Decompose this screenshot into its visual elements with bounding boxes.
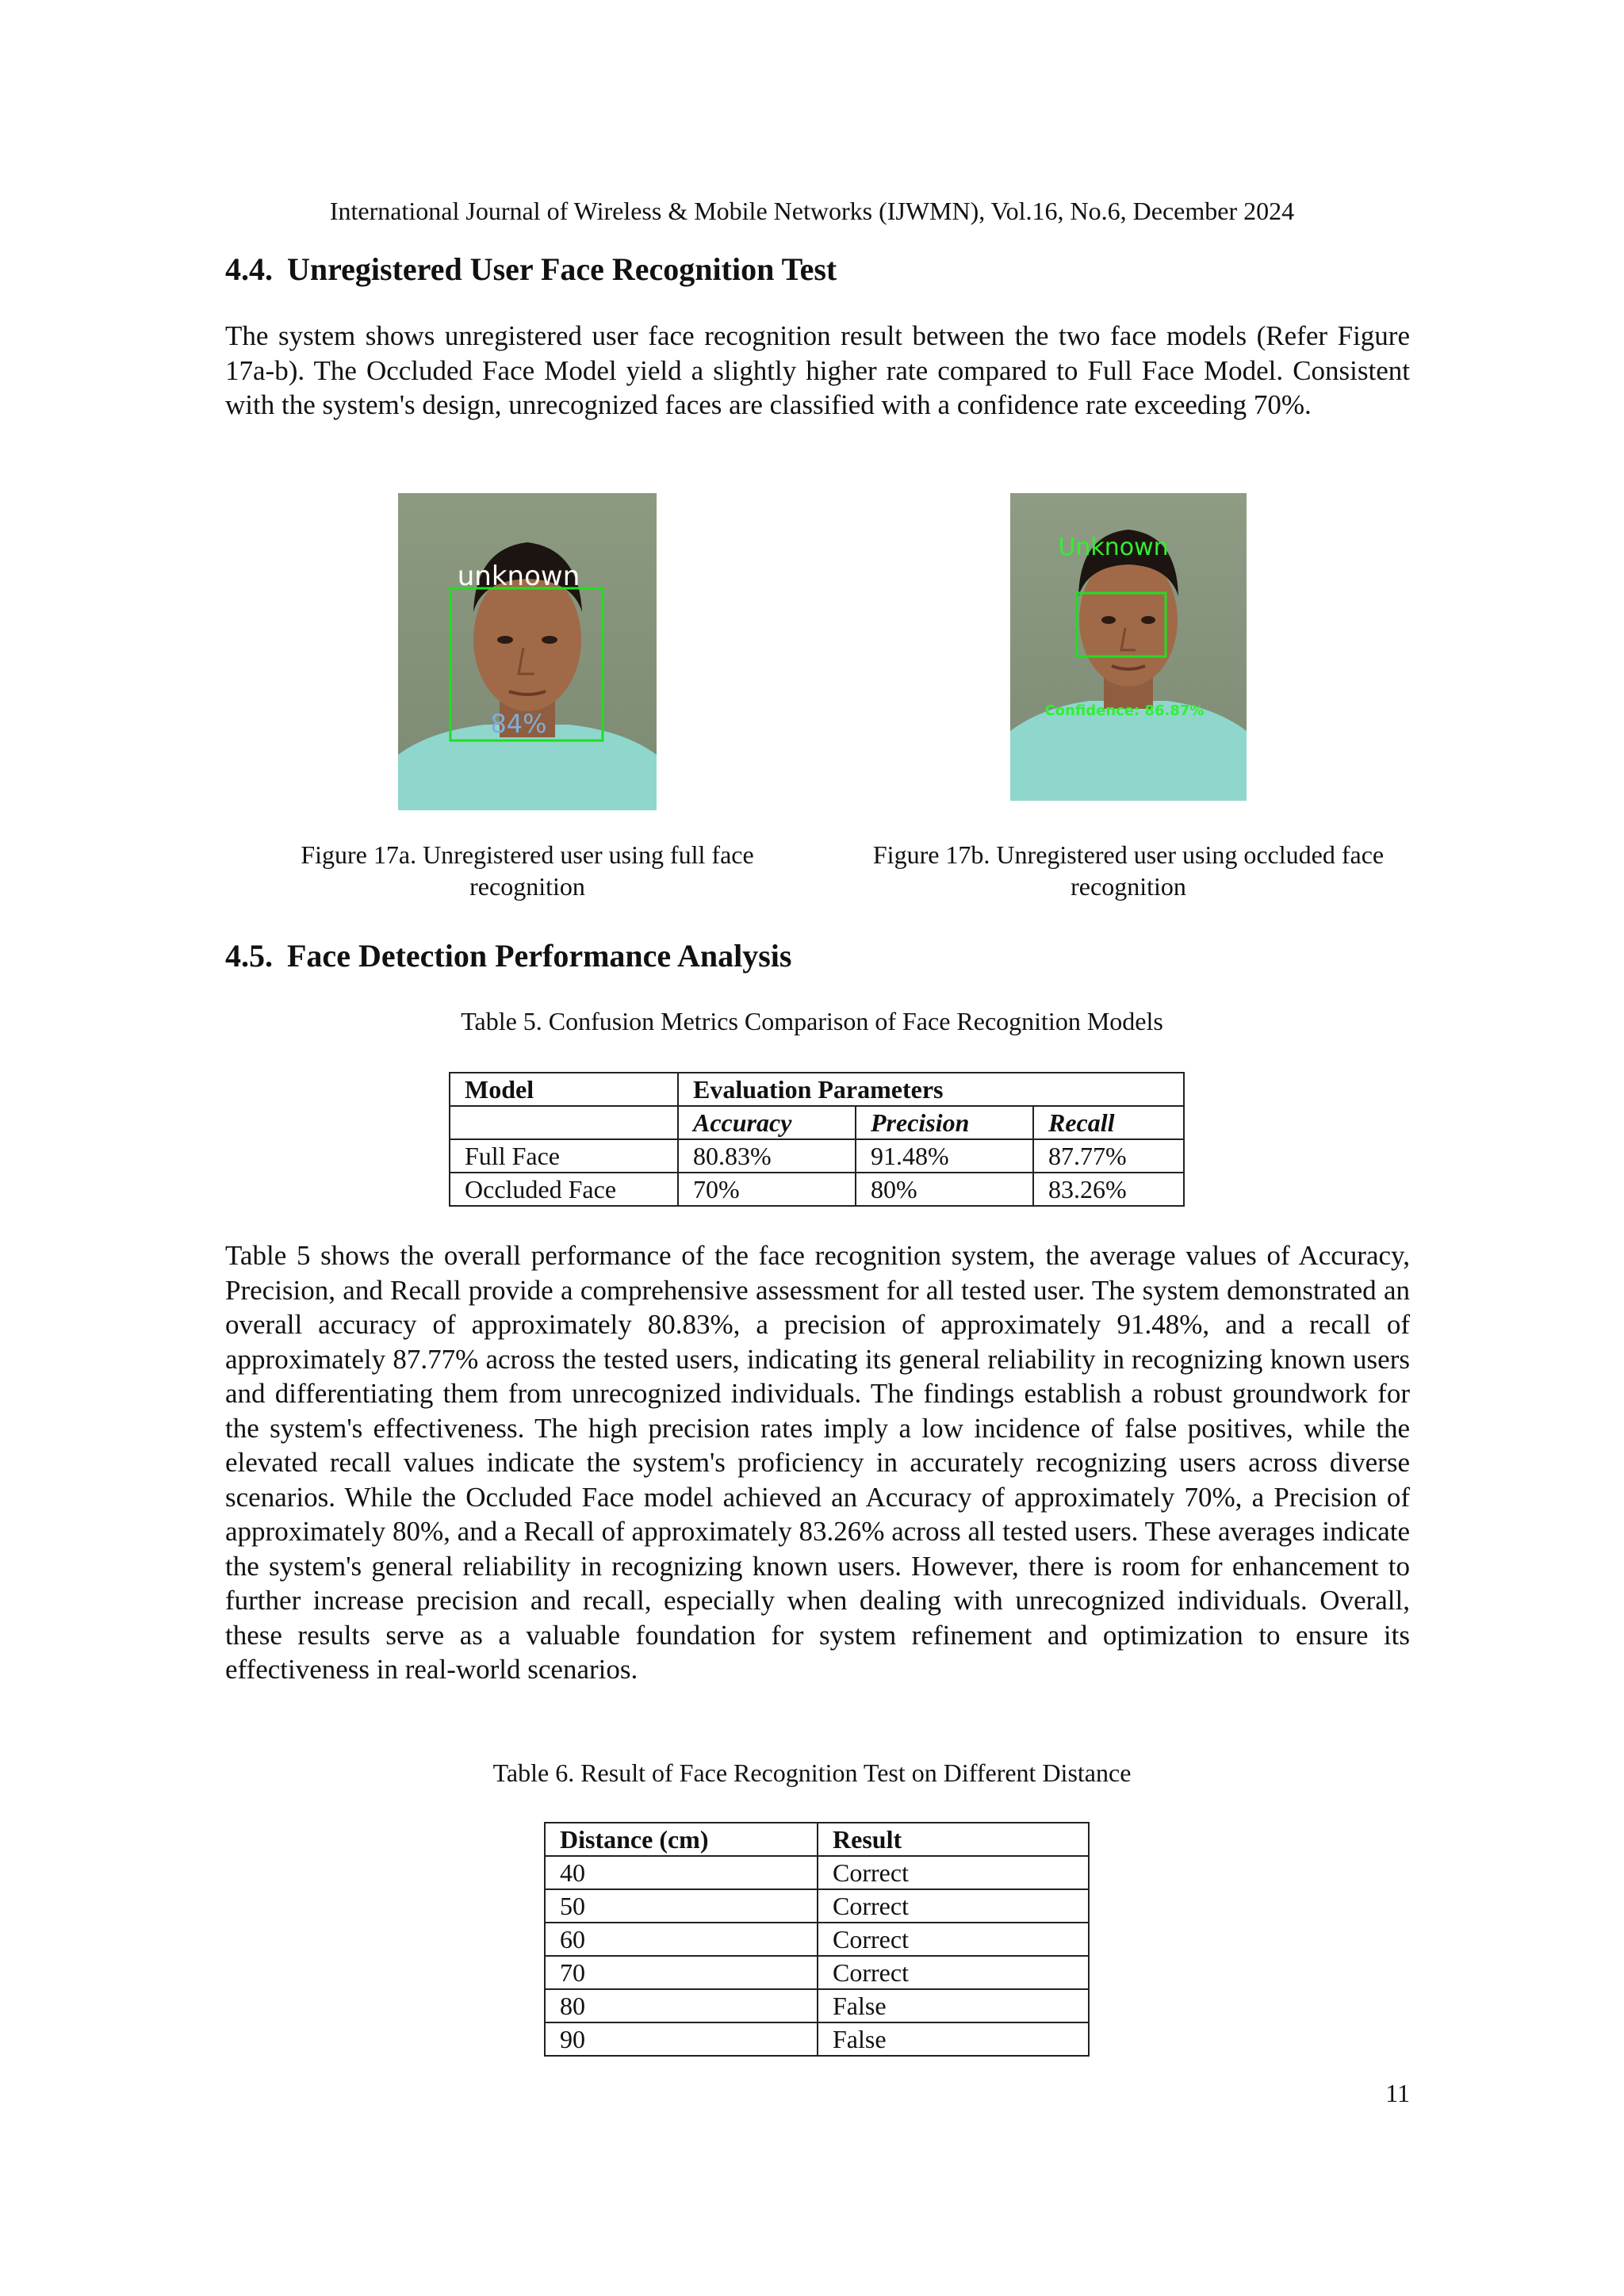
table-row [545, 1956, 1089, 1989]
table-row [545, 1923, 1089, 1956]
table-row [545, 1856, 1089, 1889]
table-5 [449, 1072, 1185, 1207]
table-cell: 91.48% [856, 1139, 1033, 1173]
overlay-label: Unknown [1058, 534, 1169, 561]
header-cell: Result [818, 1823, 1089, 1856]
figure-17b-photo [1010, 493, 1247, 801]
table-cell: 80% [856, 1173, 1033, 1206]
running-header: International Journal of Wireless & Mobile Networks (IJWMN), Vol.16, No.6, December 2024 [329, 197, 1295, 225]
table-subheader-row [450, 1106, 1184, 1139]
page-number: 11 [1385, 2079, 1410, 2107]
section-number: 4.5. [225, 938, 273, 974]
header-cell: Accuracy [678, 1106, 856, 1139]
overlay-score: 84% [490, 709, 547, 739]
table-cell: False [818, 1989, 1089, 2022]
section-title: Unregistered User Face Recognition Test [287, 251, 837, 287]
table-cell: 50 [545, 1889, 818, 1923]
table-header-row [545, 1823, 1089, 1856]
table-5-caption: Table 5. Confusion Metrics Comparison of Face Recognition Models [461, 1007, 1163, 1035]
figure-17a-caption: Figure 17a. Unregistered user using full face recognition [301, 840, 754, 901]
table-cell: 40 [545, 1856, 818, 1889]
section-heading-4-4 [225, 251, 837, 289]
table-cell: Correct [818, 1956, 1089, 1989]
header-cell: Recall [1033, 1106, 1184, 1139]
table-cell: Correct [818, 1889, 1089, 1923]
section-number: 4.4. [225, 251, 273, 287]
table-cell: False [818, 2022, 1089, 2056]
table-cell: Correct [818, 1923, 1089, 1956]
table-cell: 80.83% [678, 1139, 856, 1173]
table-cell: 70% [678, 1173, 856, 1206]
overlay-score: Confidence: 86.87% [1044, 702, 1205, 719]
header-cell: Evaluation Parameters [678, 1073, 1184, 1106]
table-cell: 80 [545, 1989, 818, 2022]
overlay-label: unknown [457, 561, 580, 592]
table-cell: 83.26% [1033, 1173, 1184, 1206]
header-cell: Model [450, 1073, 678, 1106]
table-header-row [450, 1073, 1184, 1106]
table-cell: Correct [818, 1856, 1089, 1889]
table-cell: 87.77% [1033, 1139, 1184, 1173]
figure-17b-caption: Figure 17b. Unregistered user using occluded face recognition [872, 840, 1385, 901]
header-cell: Precision [856, 1106, 1033, 1139]
table-row [450, 1173, 1184, 1206]
section-4-4-paragraph: The system shows unregistered user face recognition result between the two face models (Refer Figure 17a-b). The Occluded Face Model yield a slightly higher rate compared to Full Face Model. Consistent with the system's design, unrecognized faces are classified with a confidence rate exceeding 70%. [225, 320, 1410, 420]
table-5-discussion-paragraph: Table 5 shows the overall performance of the face recognition system, the average values of Accuracy, Precision, and Recall provide a comprehensive assessment for all tested user. The system demonstrated an overall accuracy of approximately 80.83%, a precision of approximately 91.48%, and a recall of approximately 87.77% across the tested users, indicating its general reliability in recognizing known users and differentiating them from unrecognized individuals. The findings establish a robust groundwork for the system's effectiveness. The high precision rates imply a low incidence of false positives, while the elevated recall values indicate the system's proficiency in accurately recognizing users across diverse scenarios. While the Occluded Face model achieved an Accuracy of approximately 70%, a Precision of approximately 80%, and a Recall of approximately 83.26% across all tested users. These averages indicate the system's general reliability in recognizing known users. However, there is room for enhancement to further increase precision and recall, especially when dealing with unrecognized individuals. Overall, these results serve as a valuable foundation for system refinement and optimization to ensure its effectiveness in real-world scenarios. [225, 1240, 1410, 1685]
section-heading-4-5 [225, 937, 791, 975]
table-row [450, 1139, 1184, 1173]
section-title: Face Detection Performance Analysis [287, 938, 792, 974]
header-cell: Distance (cm) [545, 1823, 818, 1856]
header-cell [450, 1106, 678, 1139]
table-row [545, 1889, 1089, 1923]
table-cell: Occluded Face [450, 1173, 678, 1206]
table-cell: 70 [545, 1956, 818, 1989]
table-cell: 60 [545, 1923, 818, 1956]
table-row [545, 2022, 1089, 2056]
table-cell: 90 [545, 2022, 818, 2056]
table-6-caption: Table 6. Result of Face Recognition Test on Different Distance [492, 1758, 1132, 1787]
table-cell: Full Face [450, 1139, 678, 1173]
table-6 [544, 1822, 1090, 2057]
table-row [545, 1989, 1089, 2022]
figure-17a-photo [398, 493, 657, 810]
